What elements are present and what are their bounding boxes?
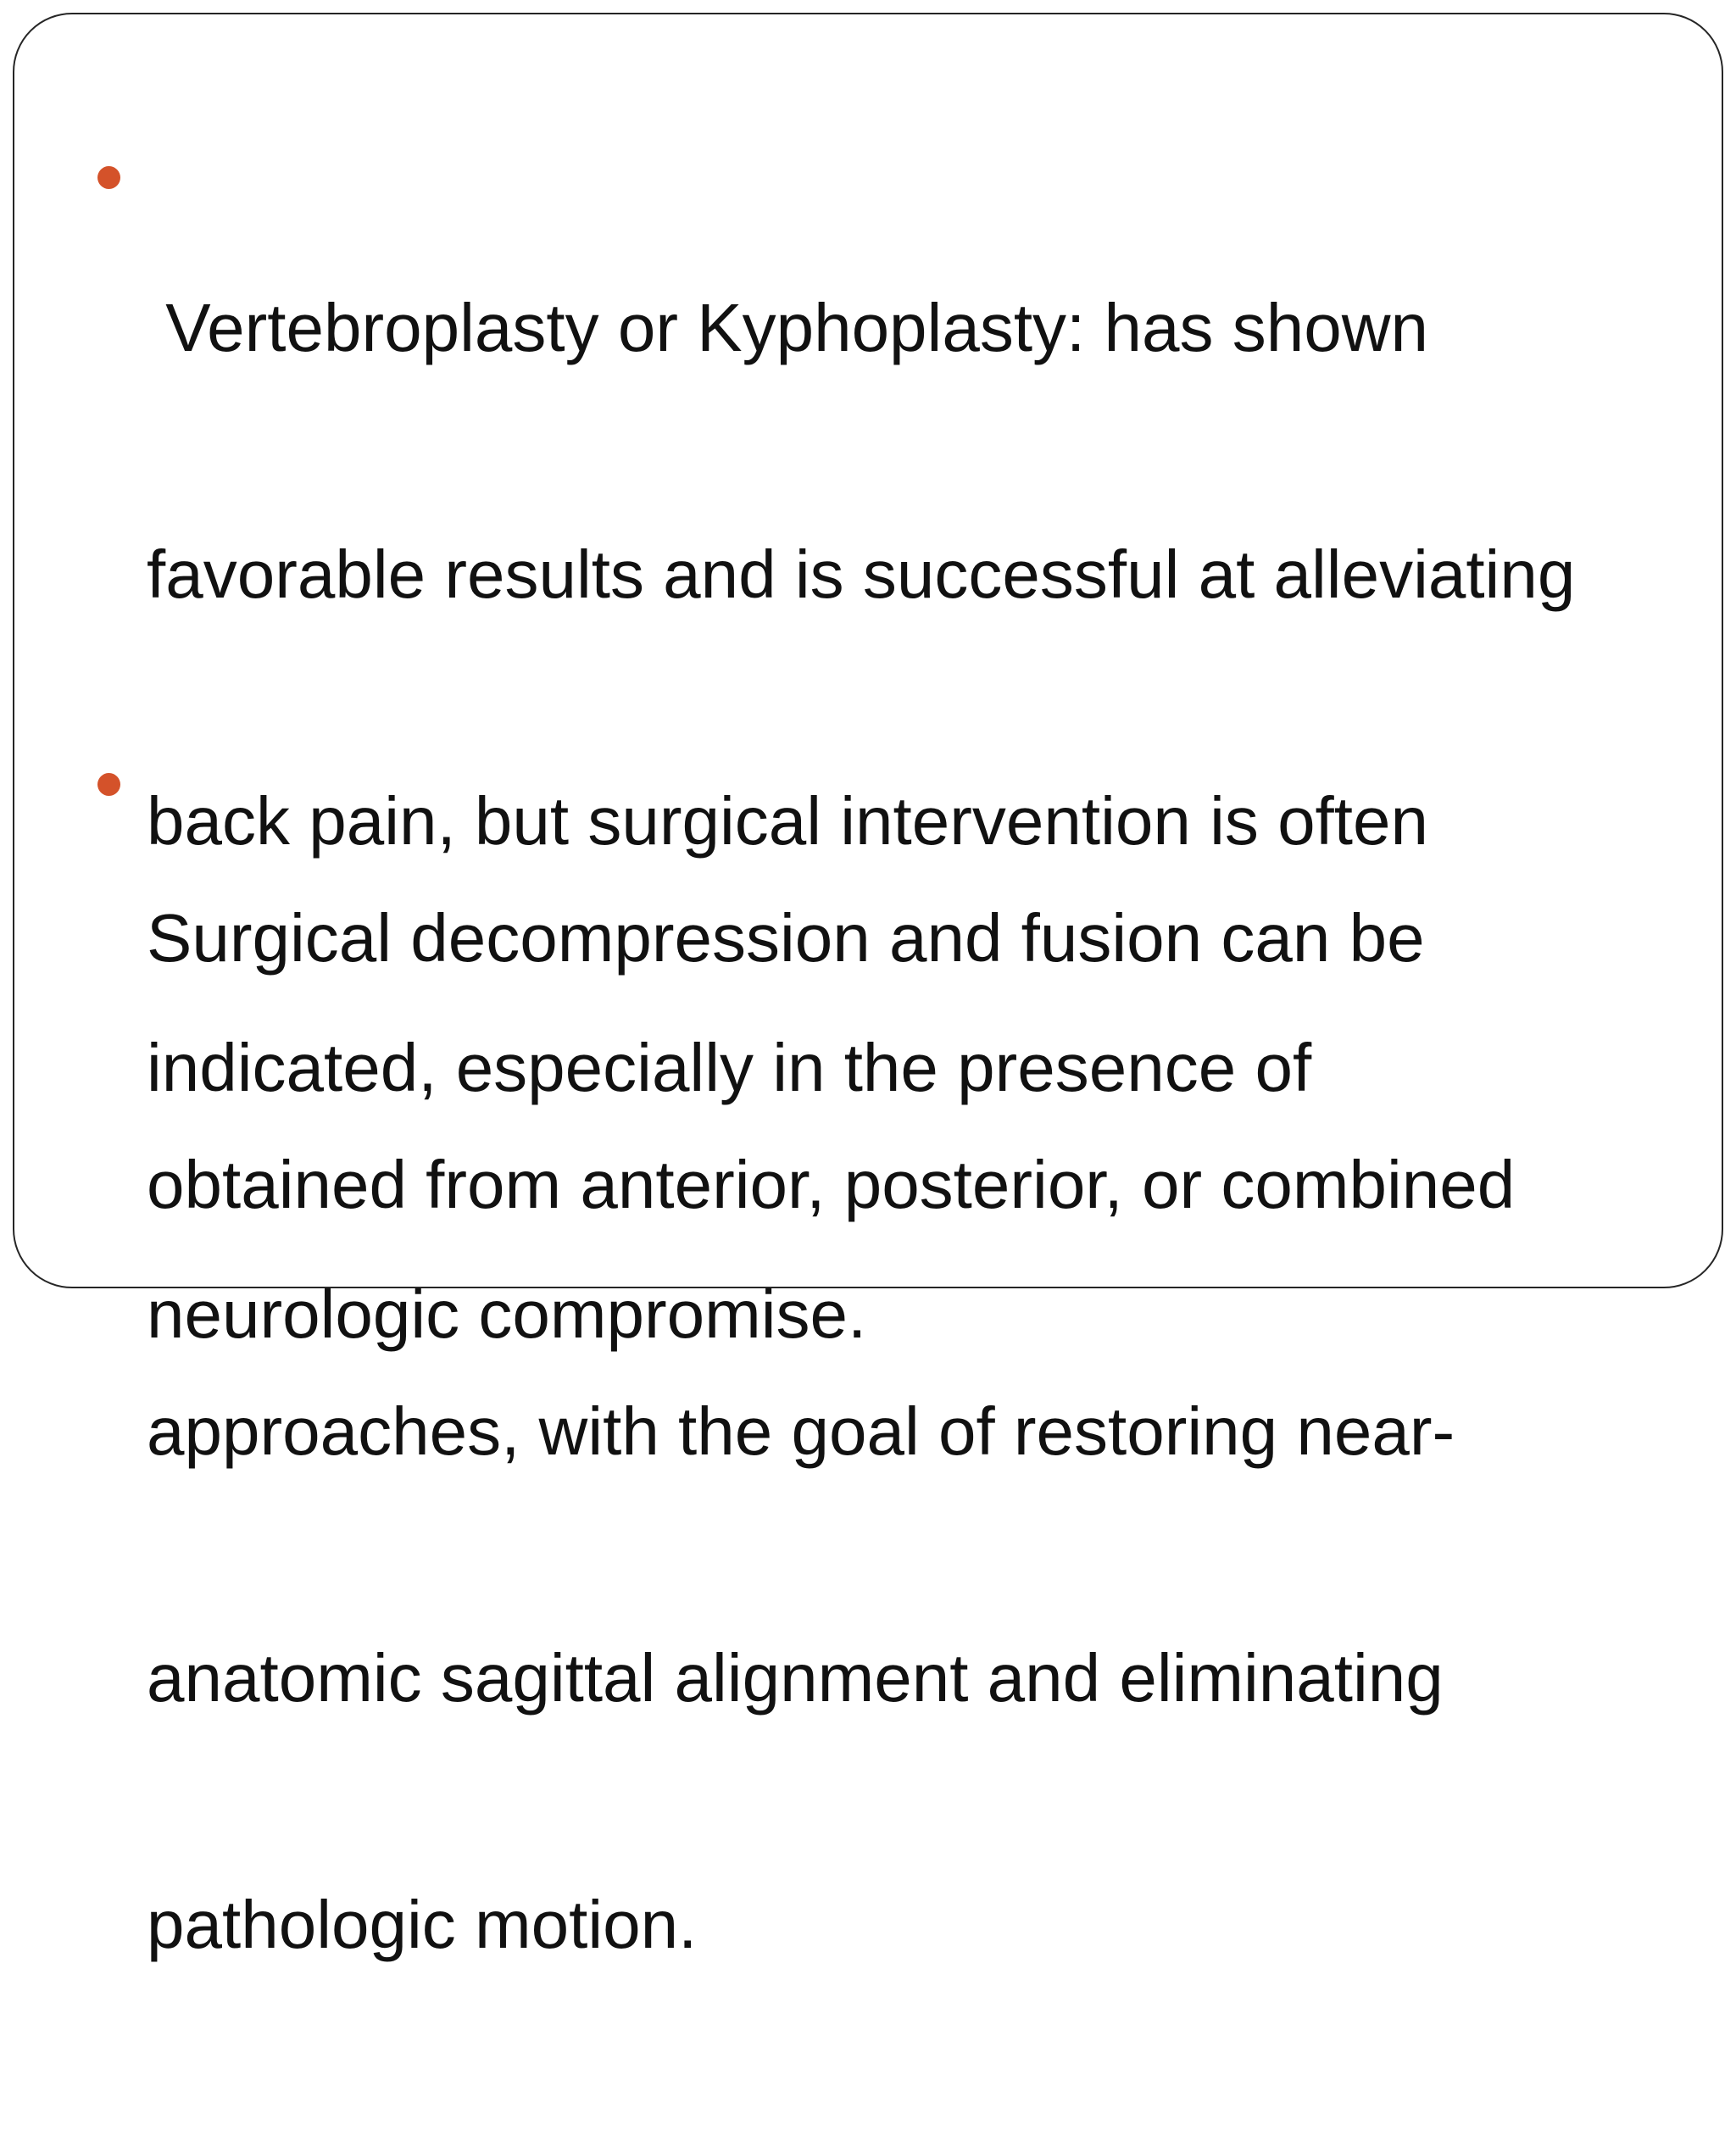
- text-line: favorable results and is successful at alleviating: [147, 537, 1576, 612]
- text-line: anatomic sagittal alignment and eliminating: [147, 1640, 1444, 1716]
- bullet-dot-icon: [97, 166, 120, 189]
- text-line: Vertebroplasty or Kyphoplasty: has shown: [147, 290, 1428, 365]
- bullet-text: [147, 732, 1664, 2130]
- text-line: obtained from anterior, posterior, or combined: [147, 1147, 1516, 1222]
- bullet-dot-icon: [97, 773, 120, 796]
- text-line: Surgical decompression and fusion can be: [147, 900, 1425, 976]
- text-line: indicated, especially in the presence of: [147, 1030, 1312, 1105]
- text-line: back pain, but surgical intervention is often: [147, 783, 1428, 859]
- text-line: pathologic motion.: [147, 1887, 698, 1962]
- slide-frame: [13, 13, 1723, 1962]
- text-line: approaches, with the goal of restoring near-: [147, 1393, 1455, 1469]
- text-line: neurologic compromise.: [147, 1276, 867, 1352]
